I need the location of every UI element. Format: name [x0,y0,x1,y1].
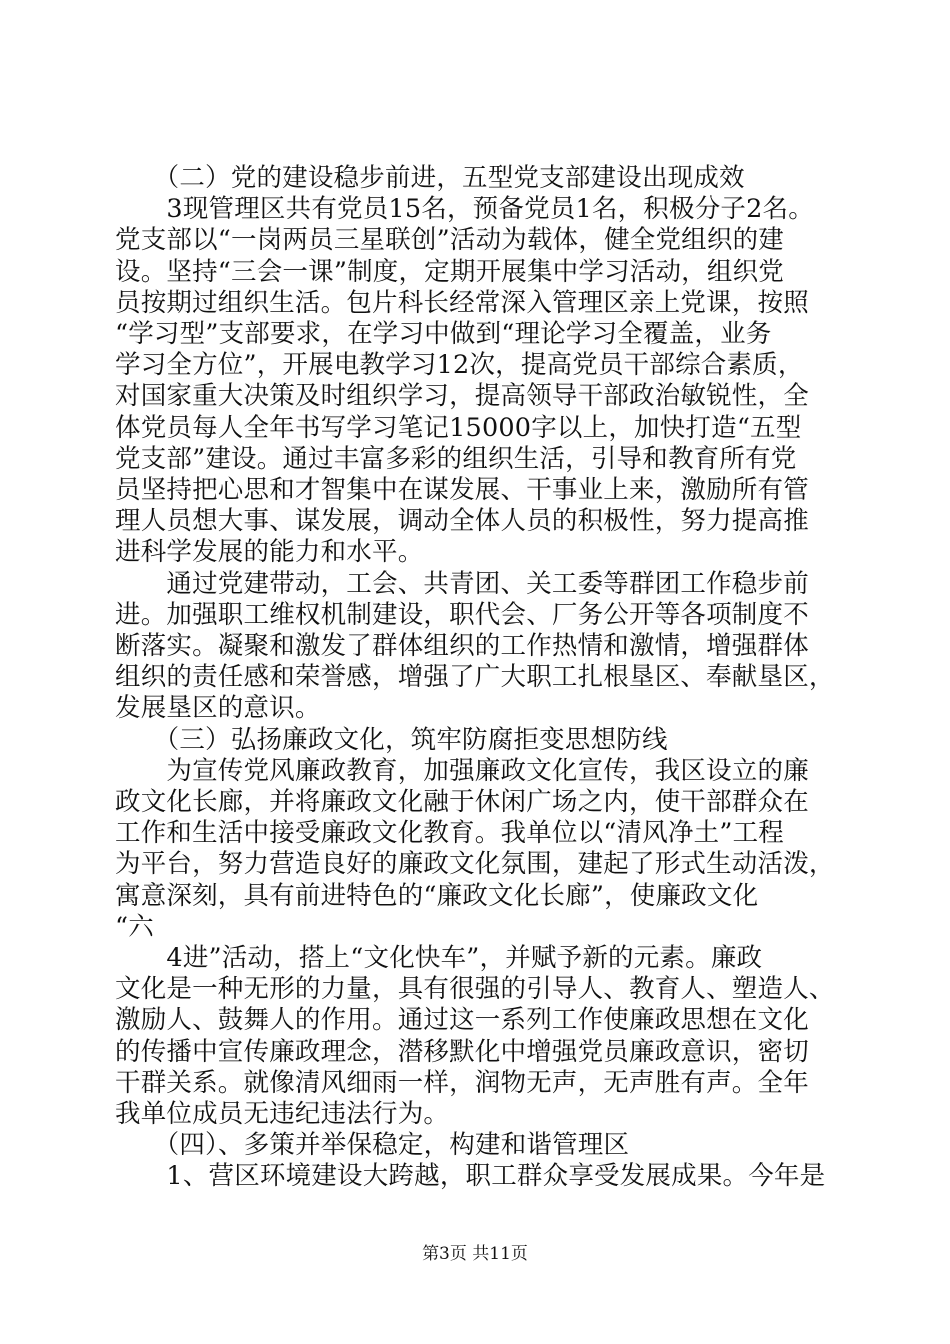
text-line: 激励人、鼓舞人的作用。通过这一系列工作使廉政思想在文化 [115,1005,809,1036]
text-line: 党支部以“一岗两员三星联创”活动为载体，健全党组织的建 [115,225,784,256]
section-heading: （三）弘扬廉政文化，筑牢防腐拒变思想防线 [115,724,668,755]
text-line: 干群关系。就像清风细雨一样，润物无声，无声胜有声。全年 [115,1067,809,1098]
text-line: 发展垦区的意识。 [115,693,321,724]
text-line: 寓意深刻，具有前进特色的“廉政文化长廊”，使廉政文化 [115,880,759,911]
text-line: 员按期过组织生活。包片科长经常深入管理区亲上党课，按照 [115,287,809,318]
text-line: 工作和生活中接受廉政文化教育。我单位以“清风净土”工程 [115,818,784,849]
text-line: 理人员想大事、谋发展，调动全体人员的积极性，努力提高推 [115,506,809,537]
text-line: 进科学发展的能力和水平。 [115,537,424,568]
text-line: 政文化长廊，并将廉政文化融于休闲广场之内，使干部群众在 [115,787,809,817]
text-line: 员坚持把心思和才智集中在谋发展、干事业上来，激励所有管 [115,475,809,505]
text-line: 4进”活动，搭上“文化快车”，并赋予新的元素。廉政 [115,943,763,973]
text-line: 组织的责任感和荣誉感，增强了广大职工扎根垦区、奉献垦区， [115,662,835,693]
text-line: 文化是一种无形的力量，具有很强的引导人、教育人、塑造人、 [115,974,835,1005]
text-line: 党支部”建设。通过丰富多彩的组织生活，引导和教育所有党 [115,443,797,474]
text-line: 对国家重大决策及时组织学习，提高领导干部政治敏锐性，全 [115,381,809,412]
text-line: 学习全方位”，开展电教学习12次，提高党员干部综合素质， [115,350,804,381]
text-line: 断落实。凝聚和激发了群体组织的工作热情和激情，增强群体 [115,631,809,661]
text-line: 为平台，努力营造良好的廉政文化氛围，建起了形式生动活泼， [115,849,835,880]
text-line: 进。加强职工维权机制建设，职代会、厂务公开等各项制度不 [115,599,809,630]
text-line: （二）党的建设稳步前进，五型党支部建设出现成效 [115,163,745,193]
text-line: 为宣传党风廉政教育，加强廉政文化宣传，我区设立的廉 [115,755,809,786]
text-line: “六 [115,911,154,942]
text-line: 设。坚持“三会一课”制度，定期开展集中学习活动，组织党 [115,256,784,287]
text-line: 通过党建带动，工会、共青团、关工委等群团工作稳步前 [115,568,809,599]
text-line: 我单位成员无违纪违法行为。 [115,1099,450,1129]
text-line: 3现管理区共有党员15名，预备党员1名，积极分子2名。 [115,194,814,225]
text-line: 的传播中宣传廉政理念，潜移默化中增强党员廉政意识，密切 [115,1036,809,1067]
text-line: “学习型”支部要求，在学习中做到“理论学习全覆盖，业务 [115,319,772,349]
page-number-footer: 第3页 共11页 [422,1244,528,1264]
section-heading: （四）、多策并举保稳定，构建和谐管理区 [115,1130,630,1161]
text-line: 1、营区环境建设大跨越，职工群众享受发展成果。今年是 [115,1161,826,1192]
text-line: 体党员每人全年书写学习笔记15000字以上，加快打造“五型 [115,412,802,443]
